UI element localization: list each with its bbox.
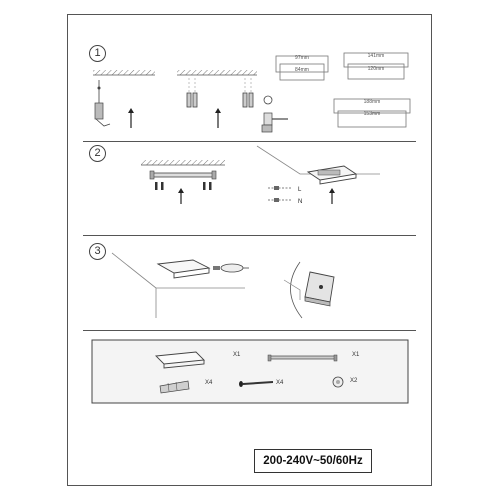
- screw-quantity: X4: [276, 380, 284, 386]
- panel-quantity: X1: [233, 352, 241, 358]
- step-2-wiring-connection: [257, 146, 380, 204]
- wire-live-label: L: [298, 187, 302, 193]
- step-3-number: 3: [89, 243, 106, 260]
- wire-neutral-label: N: [298, 199, 303, 205]
- dim-medium-outer: 141mm: [367, 53, 385, 59]
- dim-large-outer: 188mm: [363, 99, 381, 105]
- step-2-bracket-mounting: [141, 160, 225, 204]
- dim-small-inner: 84mm: [295, 67, 309, 73]
- step-3-panel-installation: [112, 253, 249, 318]
- bracket-quantity: X1: [352, 352, 360, 358]
- connector-quantity: X2: [350, 378, 358, 384]
- step-1-anchor-insertion: [177, 70, 288, 132]
- dim-small-outer: 97mm: [295, 55, 309, 61]
- step-2-number: 2: [89, 145, 106, 162]
- step-1-ceiling-drilling: [93, 70, 155, 128]
- anchor-quantity: X4: [205, 380, 213, 386]
- step-3-detail-view: [284, 262, 334, 318]
- dim-medium-inner: 120mm: [367, 66, 385, 72]
- part-connector-cap: [333, 377, 343, 387]
- dim-large-inner: 153mm: [363, 111, 381, 117]
- parts-list-box: [92, 340, 408, 403]
- voltage-rating: 200-240V~50/60Hz: [254, 449, 372, 473]
- step-1-number: 1: [89, 45, 106, 62]
